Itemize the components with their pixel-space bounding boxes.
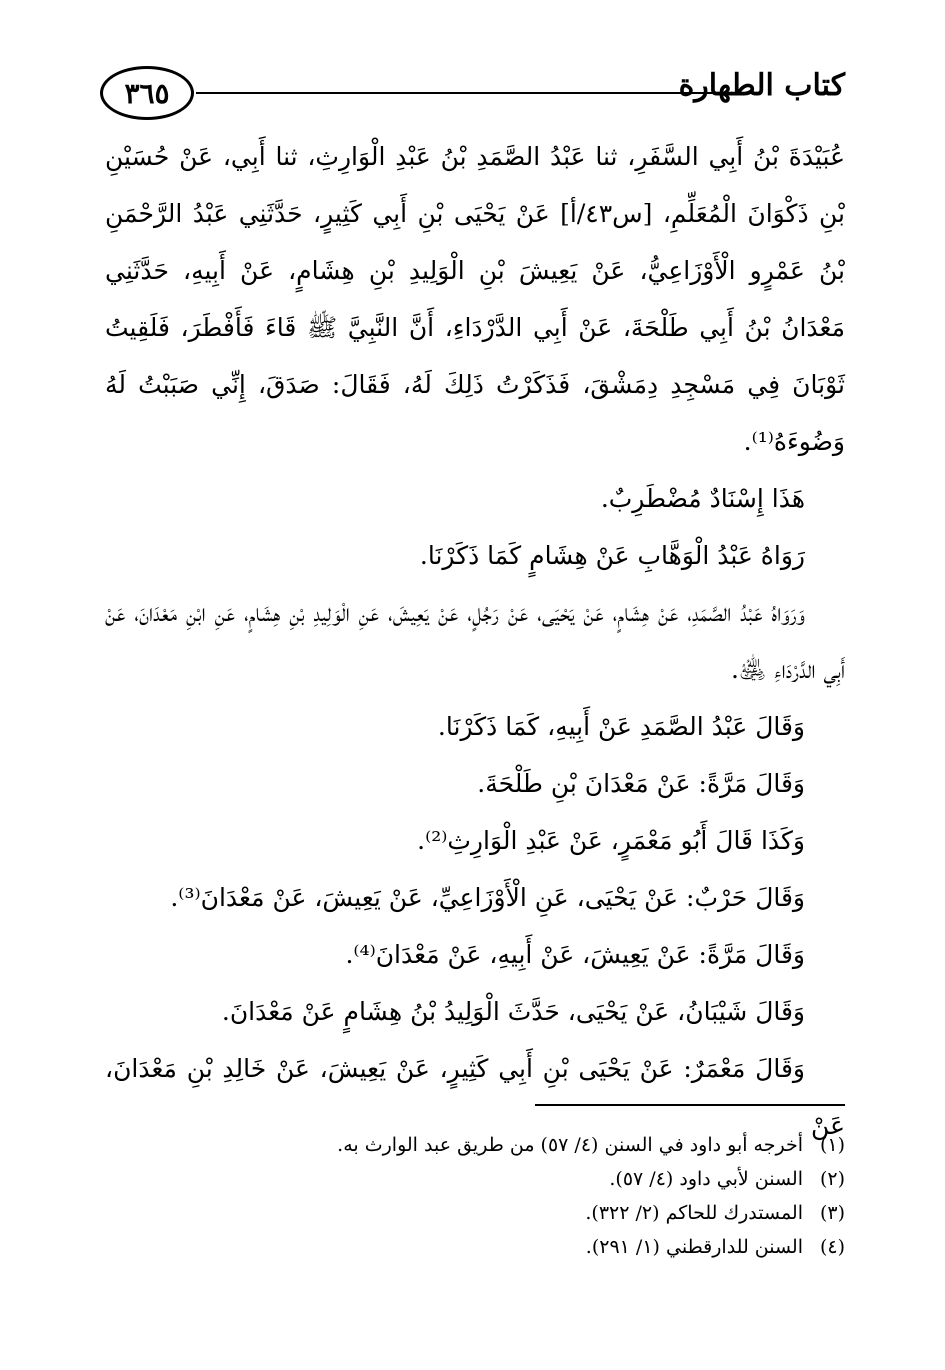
footnote-number: (٣)	[819, 1202, 845, 1224]
paragraph-8: وَقَالَ حَرْبٌ: عَنْ يَحْيَى، عَنِ الْأَوْزَاعِيِّ، عَنْ يَعِيشَ، عَنْ مَعْدَانَ⁽³⁾.	[170, 883, 805, 912]
footnote-separator	[535, 1104, 845, 1106]
footnote-text: السنن لأبي داود (٤/ ٥٧).	[609, 1168, 803, 1190]
header-rule	[196, 92, 732, 94]
footnote-3	[105, 1196, 845, 1230]
paragraph-4: وَرَوَاهُ عَبْدُ الصَّمَدِ، عَنْ هِشَامٍ، عَنْ يَحْيَى، عَنْ رَجُلٍ، عَنْ يَعِيشَ، عَنِ الْوَلِيدِ بْنِ هِشَامٍ، عَنِ ابْنِ مَعْدَانَ، عَنْ أَبِي الدَّرْدَاءِ ﵁.	[105, 598, 845, 684]
footnote-text: أخرجه أبو داود في السنن (٤/ ٥٧) من طريق عبد الوارث به.	[337, 1134, 803, 1156]
paragraph-11: وَقَالَ مَعْمَرٌ: عَنْ يَحْيَى بْنِ أَبِي كَثِيرٍ، عَنْ يَعِيشَ، عَنْ خَالِدِ بْنِ مَعْدَانَ، عَنْ	[105, 1054, 845, 1140]
footnotes	[105, 1128, 845, 1264]
paragraph-5: وَقَالَ عَبْدُ الصَّمَدِ عَنْ أَبِيهِ، كَمَا ذَكَرْنَا.	[437, 712, 805, 741]
footnote-number: (٢)	[819, 1168, 845, 1190]
book-title: كتاب الطهارة	[678, 68, 845, 103]
footnote-text: السنن للدارقطني (١/ ٢٩١).	[585, 1236, 803, 1258]
page-header	[100, 64, 845, 122]
paragraph-9: وَقَالَ مَرَّةً: عَنْ يَعِيشَ، عَنْ أَبِيهِ، عَنْ مَعْدَانَ⁽⁴⁾.	[345, 940, 805, 969]
paragraph-6: وَقَالَ مَرَّةً: عَنْ مَعْدَانَ بْنِ طَلْحَةَ.	[477, 769, 805, 798]
footnote-text: المستدرك للحاكم (٢/ ٣٢٢).	[585, 1202, 803, 1224]
paragraph-7: وَكَذَا قَالَ أَبُو مَعْمَرٍ، عَنْ عَبْدِ الْوَارِثِ⁽²⁾.	[417, 826, 805, 855]
main-text	[105, 128, 845, 1154]
footnote-number: (١)	[819, 1134, 845, 1156]
paragraph-10: وَقَالَ شَيْبَانُ، عَنْ يَحْيَى، حَدَّثَ الْوَلِيدُ بْنُ هِشَامٍ عَنْ مَعْدَانَ.	[221, 997, 805, 1026]
paragraph-2: هَذَا إِسْنَادٌ مُضْطَرِبٌ.	[600, 484, 805, 513]
paragraph-3: رَوَاهُ عَبْدُ الْوَهَّابِ عَنْ هِشَامٍ كَمَا ذَكَرْنَا.	[419, 541, 805, 570]
footnote-1	[105, 1128, 845, 1162]
footnote-number: (٤)	[819, 1236, 845, 1258]
footnote-2	[105, 1162, 845, 1196]
page-number: ٣٦٥	[100, 66, 194, 120]
footnote-4	[105, 1230, 845, 1264]
paragraph-1: عُبَيْدَةَ بْنُ أَبِي السَّفَرِ، ثنا عَبْدُ الصَّمَدِ بْنُ عَبْدِ الْوَارِثِ، ثنا أَبِي، عَنْ حُسَيْنِ بْنِ ذَكْوَانَ الْمُعَلِّمِ، [س٤٣/أ] عَنْ يَحْيَى بْنِ أَبِي كَثِيرٍ، حَدَّثَنِي عَبْدُ الرَّحْمَنِ بْنُ عَمْرٍو الْأَوْزَاعِيُّ، عَنْ يَعِيشَ بْنِ الْوَلِيدِ بْنِ هِشَامٍ، عَنْ أَبِيهِ، حَدَّثَنِي مَعْدَانُ بْنُ أَبِي طَلْحَةَ، عَنْ أَبِي الدَّرْدَاءِ، أَنَّ النَّبِيَّ ﷺ قَاءَ فَأَفْطَرَ، فَلَقِيتُ ثَوْبَانَ فِي مَسْجِدِ دِمَشْقَ، فَذَكَرْتُ ذَلِكَ لَهُ، فَقَالَ: صَدَقَ، إِنِّي صَبَبْتُ لَهُ وَضُوءَهُ⁽¹⁾.	[105, 142, 845, 456]
